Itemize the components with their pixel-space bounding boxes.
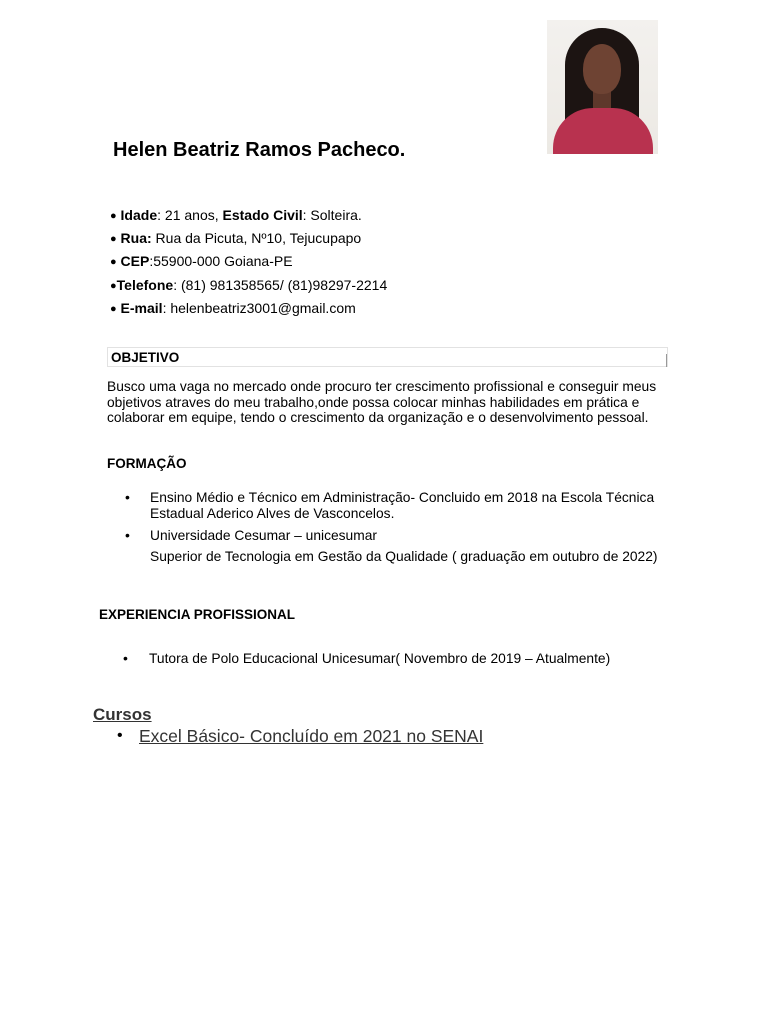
personal-info [110, 206, 387, 322]
cep-label: CEP [120, 253, 150, 270]
cursos-item-1: Excel Básico- Concluído em 2021 no SENAI [139, 726, 484, 746]
email-label: E-mail [120, 299, 163, 316]
objetivo-header-box [107, 347, 668, 367]
list-bullet-icon: • [125, 527, 130, 543]
profile-photo [547, 20, 658, 154]
bullet-icon: ● [110, 302, 117, 315]
bullet-icon: ● [110, 279, 117, 292]
cursos-title: Cursos [93, 705, 152, 724]
list-bullet-icon: • [123, 650, 128, 666]
photo-face [583, 44, 621, 94]
formacao-item-1: Ensino Médio e Técnico em Administração- Concluido em 2018 na Escola Técnica Estadual Aderico Alves de Vasconcelos. [150, 490, 655, 521]
telefone-label: Telefone [116, 276, 174, 293]
idade-label: Idade [120, 207, 158, 223]
info-rua-line [110, 229, 387, 252]
objetivo-title: OBJETIVO [111, 350, 180, 365]
info-email-line [110, 299, 387, 322]
telefone-value: : (81) 981358565/ (81)98297-2214 [173, 276, 388, 293]
formacao-item-2: Universidade Cesumar – unicesumar [150, 528, 377, 543]
rua-label: Rua: [120, 230, 152, 247]
info-idade-line [110, 206, 387, 229]
bullet-icon: ● [110, 210, 117, 222]
bullet-icon: ● [110, 256, 117, 269]
formacao-title: FORMAÇÃO [107, 456, 187, 471]
rua-value: Rua da Picuta, Nº10, Tejucupapo [151, 230, 362, 247]
list-bullet-icon: • [125, 489, 130, 505]
experiencia-title: EXPERIENCIA PROFISSIONAL [99, 607, 296, 622]
objetivo-text: Busco uma vaga no mercado onde procuro ter crescimento profissional e conseguir meus objetivos atraves do meu trabalho,onde possa colocar minhas habilidades em prática e colaborar em equipe, tendo o crescimento da organização e o desenvolvimento pessoal. [107, 379, 657, 425]
bullet-icon: ● [110, 233, 117, 246]
email-value: : helenbeatriz3001@gmail.com [162, 299, 356, 316]
estado-civil-label: Estado Civil [222, 207, 303, 223]
idade-value: : 21 anos, [157, 207, 223, 223]
formacao-subitem: Superior de Tecnologia em Gestão da Qualidade ( graduação em outubro de 2022) [150, 549, 658, 564]
info-cep-line [110, 252, 387, 275]
info-telefone-line [110, 276, 387, 299]
experiencia-item-1: Tutora de Polo Educacional Unicesumar( Novembro de 2019 – Atualmente) [149, 651, 611, 666]
box-edge-mark [666, 354, 667, 367]
resume-name: Helen Beatriz Ramos Pacheco. [113, 139, 406, 161]
list-bullet-icon: • [117, 727, 123, 744]
estado-civil-value: : Solteira. [302, 207, 362, 223]
cep-value: :55900-000 Goiana-PE [149, 253, 293, 270]
